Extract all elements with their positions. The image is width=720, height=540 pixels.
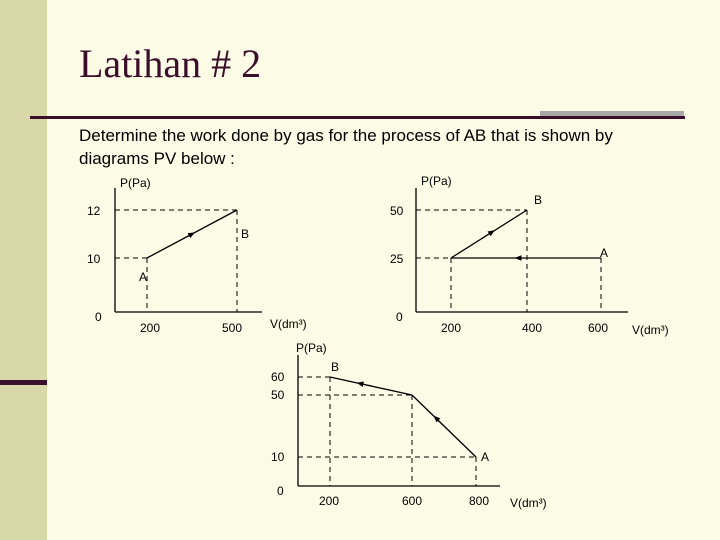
x-tick-label: 400 [522,321,543,335]
pv-diagram-3 [271,341,547,510]
y-tick-label: 0 [95,310,102,324]
x-tick-label: 800 [469,494,490,508]
x-axis-label: V(dm³) [510,496,547,510]
x-axis-label: V(dm³) [270,317,307,331]
x-tick-label: 600 [588,321,609,335]
y-tick-label: 25 [390,252,404,266]
pv-diagram-1 [87,176,307,335]
x-tick-label: 200 [441,321,462,335]
x-tick-label: 500 [222,321,243,335]
direction-arrow [360,384,372,387]
y-axis-label: P(Pa) [421,174,452,188]
x-tick-label: 600 [402,494,423,508]
y-tick-label: 0 [277,484,284,498]
y-tick-label: 50 [390,204,404,218]
x-tick-label: 200 [319,494,340,508]
direction-arrow [436,418,446,428]
y-tick-label: 10 [271,450,285,464]
y-tick-label: 60 [271,370,285,384]
pv-diagram-2 [390,174,669,337]
point-label-b: B [534,193,543,207]
y-tick-label: 10 [87,252,101,266]
question-text: Determine the work done by gas for the process of AB that is shown by diagrams PV below : [79,126,613,168]
point-label-a: A [600,246,609,260]
y-tick-label: 50 [271,388,285,402]
direction-arrow [482,232,492,238]
y-tick-label: 0 [396,310,403,324]
y-axis-label: P(Pa) [120,176,151,190]
y-axis-label: P(Pa) [296,341,327,355]
point-label-a: A [481,450,490,464]
point-label-b: B [331,360,340,374]
y-tick-label: 12 [87,204,101,218]
slide-title: Latihan # 2 [79,41,262,86]
direction-arrow [180,234,192,240]
x-axis-label: V(dm³) [632,323,669,337]
point-label-a: A [139,270,148,284]
x-tick-label: 200 [140,321,161,335]
point-label-b: B [241,227,250,241]
